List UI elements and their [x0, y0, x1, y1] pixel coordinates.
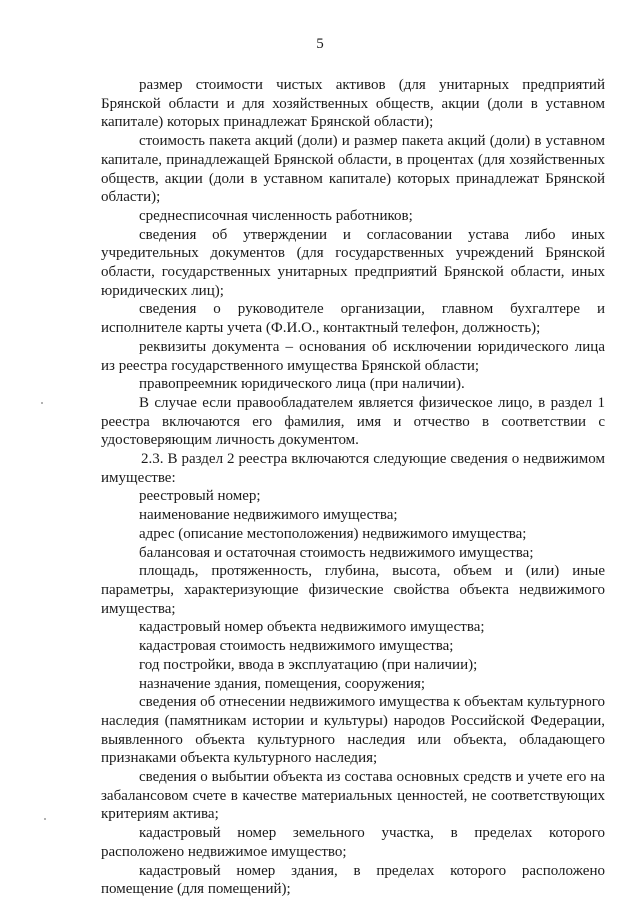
document-body [101, 76, 605, 899]
paragraph-disposal: сведения о выбытии объекта из состава основных средств и учете его на забалансовом счете в качестве материальных ценностей, не соответствующих критериям актива; [101, 769, 605, 823]
paragraph-head-accountant: сведения о руководителе организации, главном бухгалтере и исполнителе карты учета (Ф.И.О., контактный телефон, должность); [101, 301, 605, 337]
paragraph-purpose: назначение здания, помещения, сооружения; [139, 675, 426, 692]
paragraph-address: адрес (описание местоположения) недвижимого имущества; [139, 525, 527, 542]
paragraph-building-number: кадастровый номер здания, в пределах которого расположено помещение (для помещений); [101, 862, 605, 898]
page-number: 5 [316, 36, 324, 52]
paragraph-registry-number: реестровый номер; [139, 488, 261, 505]
paragraph-section-2-3: 2.3. В раздел 2 реестра включаются следующие сведения о недвижимом имуществе: [101, 451, 605, 486]
paragraph-individual-owner: В случае если правообладателем является физическое лицо, в раздел 1 реестра включаются его фамилия, имя и отчество в соответствии с удостоверяющим личность документом. [101, 394, 605, 449]
paragraph-shares-value: стоимость пакета акций (доли) и размер пакета акций (доли) в уставном капитале, принадлежащей Брянской области, в процентах (для хозяйственных обществ, акции (доли в уставном капитале) которых принадлежат Брянской области); [101, 133, 605, 206]
paragraph-successor: правопреемник юридического лица (при наличии). [139, 376, 465, 393]
paragraph-cadastral-number: кадастровый номер объекта недвижимого имущества; [139, 619, 485, 636]
paragraph-construction-year: год постройки, ввода в эксплуатацию (при наличии); [139, 656, 478, 673]
paragraph-book-value: балансовая и остаточная стоимость недвижимого имущества; [139, 544, 534, 561]
paragraph-charter-approval: сведения об утверждении и согласовании устава либо иных учредительных документов (для государственных учреждений Брянской области, государственных унитарных предприятий Брянской области, иных юридических лиц); [101, 226, 605, 299]
paragraph-cadastral-value: кадастровая стоимость недвижимого имущества; [139, 638, 454, 655]
paragraph-physical-properties: площадь, протяженность, глубина, высота, объем и (или) иные параметры, характеризующие физические свойства объекта недвижимого имущества; [101, 563, 605, 617]
paragraph-net-assets: размер стоимости чистых активов (для унитарных предприятий Брянской области и для хозяйственных обществ, акции (доли в уставном капитале) которых принадлежат Брянской области); [101, 77, 605, 131]
paragraph-land-plot-number: кадастровый номер земельного участка, в пределах которого расположено недвижимое имущество; [101, 825, 605, 860]
paragraph-cultural-heritage: сведения об отнесении недвижимого имущества к объектам культурного наследия (памятникам истории и культуры) народов Российской Федерации, выявленного объекта культурного наследия или объекта, обладающего признаками объекта культурного наследия; [101, 694, 605, 767]
paragraph-headcount: среднесписочная численность работников; [139, 207, 413, 224]
scan-artifact-dot [41, 402, 43, 404]
paragraph-exclusion-document: реквизиты документа – основания об исключении юридического лица из реестра государственного имущества Брянской области; [101, 338, 605, 374]
paragraph-property-name: наименование недвижимого имущества; [139, 507, 398, 524]
scan-artifact-dot [44, 818, 46, 820]
